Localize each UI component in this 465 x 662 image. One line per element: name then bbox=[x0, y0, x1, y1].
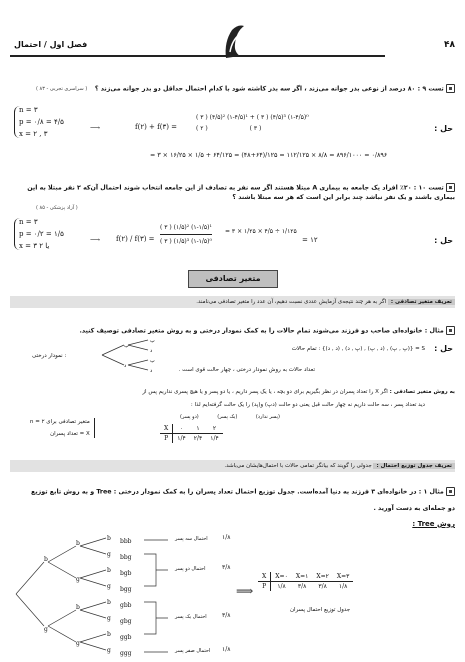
section-title: متغیر تصادفی bbox=[188, 270, 278, 288]
test10-given-brace bbox=[14, 218, 64, 250]
example3-text1: در خانواده‌ای ۳ فرزند به دنیا آمده‌است. جدول توزیع احتمال تعداد پسران را به کمک نمودار درختی : Tree و به روش تابع توزیع bbox=[31, 488, 417, 496]
method-variable-label: به روش متغیر تصادفی : bbox=[389, 389, 455, 395]
example-family-question bbox=[15, 326, 455, 336]
test9-text: ۸۰ درصد از نوعی بذر جوانه می‌زند ، اگر سه بذر کاشته شود با کدام احتمال حداقل دو بذر جوانه می‌زند ؟ bbox=[94, 85, 416, 93]
test10-simplify: = ۳ × ۱/۲۵ × ۴/۵ ÷ ۱/۱۲۵ bbox=[225, 228, 297, 235]
test9-given-p: p = ۰/۸ = ۴/۵ bbox=[19, 118, 64, 126]
test10-given-p: p = ۰/۲ = ۱/۵ bbox=[19, 230, 64, 238]
svg-text:پ: پ bbox=[150, 338, 155, 344]
header-rule bbox=[10, 55, 385, 57]
def-rv-label: تعریف متغیر تصادفی : bbox=[388, 299, 455, 305]
def-dist-text: جدولی را گویند که بیانگر تمامی حالات با احتمال‌هایشان می‌باشد. bbox=[224, 463, 372, 469]
test9-given-x: x = ۲ , ۳ bbox=[19, 130, 48, 138]
dist-value-1: ۳/۸ bbox=[297, 583, 307, 590]
example-marker-icon bbox=[446, 487, 455, 496]
dist-header-x: X bbox=[258, 572, 271, 582]
definition-bar bbox=[10, 460, 455, 472]
prob-zero-boys: ۱/۸ bbox=[222, 646, 231, 653]
arrow-icon: ⟶ bbox=[90, 124, 101, 132]
outcome-bbb: bbb bbox=[120, 538, 132, 545]
test10-result: = ۱۲ bbox=[302, 236, 318, 244]
method-variable-line1 bbox=[15, 388, 455, 396]
variable-definition-box bbox=[30, 418, 95, 438]
distribution-table-caption: جدول توزیع احتمال پسران bbox=[290, 607, 351, 613]
svg-text:پ: پ bbox=[124, 343, 129, 349]
svg-text:b: b bbox=[107, 535, 111, 542]
svg-text:g: g bbox=[107, 615, 111, 622]
note-three-boys: احتمال سه پسر bbox=[175, 536, 208, 542]
page-number: ۴۸ bbox=[444, 40, 455, 50]
tree-method-label: روش Tree : bbox=[412, 520, 455, 528]
test10-given-x: x = ۳ یا ۲ bbox=[19, 242, 50, 250]
outcome-gbb: gbb bbox=[120, 602, 132, 609]
prob-two-boys: ۳/۸ bbox=[222, 564, 231, 571]
svg-text:د: د bbox=[150, 348, 153, 354]
test10-text: ۲۰٪ افراد یک جامعه به بیماری A مبتلا هستند اگر سه نفر به تصادف از این جامعه انتخاب شوند احتمال آن‌که ۲ نفر مبتلا به این بیماری باشند و یک نفر نباشد چند برابر این است که هر سه مبتلا باشند ؟ bbox=[27, 184, 455, 201]
dist-value-0: ۱/۸ bbox=[277, 583, 286, 590]
two-child-tree-diagram bbox=[98, 338, 158, 372]
def-rv-text: اگر به هر چند نتیجه‌ی آزمایش عددی نسبت دهیم، آن عدد را متغیر تصادفی می‌نامند. bbox=[196, 299, 387, 305]
x-table-labels bbox=[180, 414, 280, 421]
outcome-bgb: bgb bbox=[120, 570, 132, 577]
table-header-0: ۰ bbox=[173, 424, 190, 434]
outcome-brackets bbox=[142, 534, 172, 662]
table-header-x: X bbox=[160, 424, 173, 434]
dist-header-2: X=۲ bbox=[312, 572, 333, 582]
def-distribution bbox=[15, 462, 455, 470]
outcome-ggb: ggb bbox=[120, 634, 132, 641]
test9-result: = ۳ × ۱۶/۲۵ × ۱/۵ + ۶۴/۱۲۵ = (۴۸+۶۴)/۱۲۵ = ۱۱۲/۱۲۵ × ۸/۸ = ۸۹۶/۱۰۰۰ = ۰/۸۹۶ bbox=[150, 152, 388, 159]
svg-text:b: b bbox=[44, 556, 48, 563]
method-variable-text1: اگر X را تعداد پسران در نظر بگیریم برای دو بچه ، یا یک پسر داریم ، یا دو پسر و یا هیچ پسری نداریم پس از bbox=[142, 389, 388, 395]
test10-question bbox=[15, 183, 455, 202]
svg-text:د: د bbox=[124, 363, 127, 369]
two-child-distribution-table: X ۰ ۱ ۲ P ۱/۴ ۲/۴ ۱/۴ bbox=[160, 424, 223, 443]
dist-value-2: ۳/۸ bbox=[318, 583, 327, 590]
table-header-1: ۱ bbox=[190, 424, 206, 434]
svg-text:b: b bbox=[107, 631, 111, 638]
method-variable-text2: دید تعداد پسر ، سه حالت داریم نه چهار حالت قبل یعنی دو حالت (دپ) و(پد) را یک حالت گرفته‌ایم لذا : bbox=[190, 402, 425, 408]
test9-given-brace bbox=[14, 106, 64, 138]
count-note: تعداد حالات به روش نمودار درختی ، چهار حالت قوی است . bbox=[178, 367, 315, 373]
svg-text:g: g bbox=[107, 647, 111, 654]
example3-question bbox=[15, 487, 455, 497]
dist-header-3: X=۳ bbox=[333, 572, 354, 582]
test9-solution-label: حل : bbox=[434, 124, 453, 133]
test10-given-n: n = ۳ bbox=[19, 218, 38, 226]
label-no-boy: (پسر ندارد) bbox=[255, 414, 280, 420]
label-two-boys: (دو پسر) bbox=[180, 414, 199, 420]
svg-text:g: g bbox=[44, 626, 48, 633]
def-random-variable bbox=[15, 298, 455, 306]
example-family-label: مثال : bbox=[424, 327, 444, 335]
example3-label: مثال ۱ : bbox=[418, 488, 444, 496]
test9-label: تست ۹ : bbox=[417, 85, 444, 93]
example-family-text: خانواده‌ای صاحب دو فرزند می‌شوند تمام حالات را به کمک نمودار درختی و به روش متغیر تصادفی توصیف کنید. bbox=[79, 327, 423, 335]
sample-space: S = {(پ , پ) , (د , پ) , (پ , د) , (د , د)} : تمام حالات bbox=[291, 346, 425, 352]
definition-bar bbox=[10, 296, 455, 308]
note-zero-boys: احتمال صفر پسر bbox=[175, 648, 211, 654]
label-one-boy: (یک پسر) bbox=[217, 414, 238, 420]
outcome-gbg: gbg bbox=[120, 618, 132, 625]
chapter-title: فصل اول / احتمال bbox=[14, 40, 88, 49]
test9-source: ( سراسری تجربی - ۸۳ ) bbox=[36, 86, 88, 92]
test9-binomial-expansion: ( ۳ ) (۴/۵)² (۱-۴/۵)¹ + ( ۳ ) (۴/۵)³ (۱-۴/۵)⁰ ( ۲ ) ( ۳ ) bbox=[196, 114, 309, 132]
dist-value-p: P bbox=[258, 582, 271, 592]
outcome-bgg: bgg bbox=[120, 586, 132, 593]
note-one-boy: احتمال یک پسر bbox=[175, 614, 207, 620]
tree-caption: : نمودار درختی bbox=[32, 353, 67, 359]
svg-text:b: b bbox=[76, 604, 80, 611]
svg-text:پ: پ bbox=[150, 358, 155, 364]
three-child-tree-diagram bbox=[14, 528, 134, 660]
svg-text:g: g bbox=[76, 576, 80, 583]
test10-fraction: ( ۳ ) (۱/۵)² (۱-۱/۵)¹ ( ۳ ) (۱/۵)³ (۱-۱/۵)⁰ bbox=[160, 224, 212, 245]
implies-arrow-icon: ⟹ bbox=[236, 584, 254, 598]
dist-header-1: X=۱ bbox=[292, 572, 313, 582]
test10-label: تست ۱۰ : bbox=[413, 184, 444, 192]
table-header-2: ۲ bbox=[206, 424, 222, 434]
dist-header-0: X=۰ bbox=[271, 572, 292, 582]
test10-formula: f(۲) / f(۳) = bbox=[116, 235, 155, 243]
svg-text:د: د bbox=[150, 368, 153, 372]
example-marker-icon bbox=[446, 326, 455, 335]
outcome-list bbox=[120, 534, 132, 662]
svg-text:g: g bbox=[107, 583, 111, 590]
svg-text:b: b bbox=[107, 567, 111, 574]
variable-def-line2: X = تعداد پسران bbox=[50, 431, 90, 437]
outcome-ggg: ggg bbox=[120, 650, 132, 657]
test-marker-icon bbox=[446, 183, 455, 192]
svg-text:g: g bbox=[76, 640, 80, 647]
test10-source: ( آزاد پزشکی - ۸۵ ) bbox=[36, 205, 78, 211]
variable-def-line1: متغیر تصادفی برای n = ۲ bbox=[30, 419, 90, 425]
dist-value-3: ۱/۸ bbox=[338, 583, 348, 590]
example3-text2: دو جمله‌ای به دست آورید . bbox=[373, 505, 455, 512]
prob-three-boys: ۱/۸ bbox=[222, 534, 231, 541]
svg-text:b: b bbox=[76, 540, 80, 547]
test10-solution-label: حل : bbox=[434, 236, 453, 245]
three-child-distribution-table bbox=[258, 572, 353, 591]
svg-text:g: g bbox=[107, 551, 111, 558]
test-marker-icon bbox=[446, 84, 455, 93]
test9-formula: f(۲) + f(۳) = bbox=[135, 123, 178, 131]
def-dist-label: تعریف جدول توزیع احتمال : bbox=[373, 463, 455, 469]
svg-text:b: b bbox=[107, 599, 111, 606]
example-family-solution-label: حل : bbox=[434, 344, 453, 353]
test9-given-n: n = ۳ bbox=[19, 106, 38, 114]
outcome-bbg: bbg bbox=[120, 554, 132, 561]
prob-one-boy: ۳/۸ bbox=[222, 612, 231, 619]
note-two-boys: احتمال دو پسر bbox=[175, 566, 206, 572]
arrow-icon: ⟶ bbox=[90, 236, 101, 244]
